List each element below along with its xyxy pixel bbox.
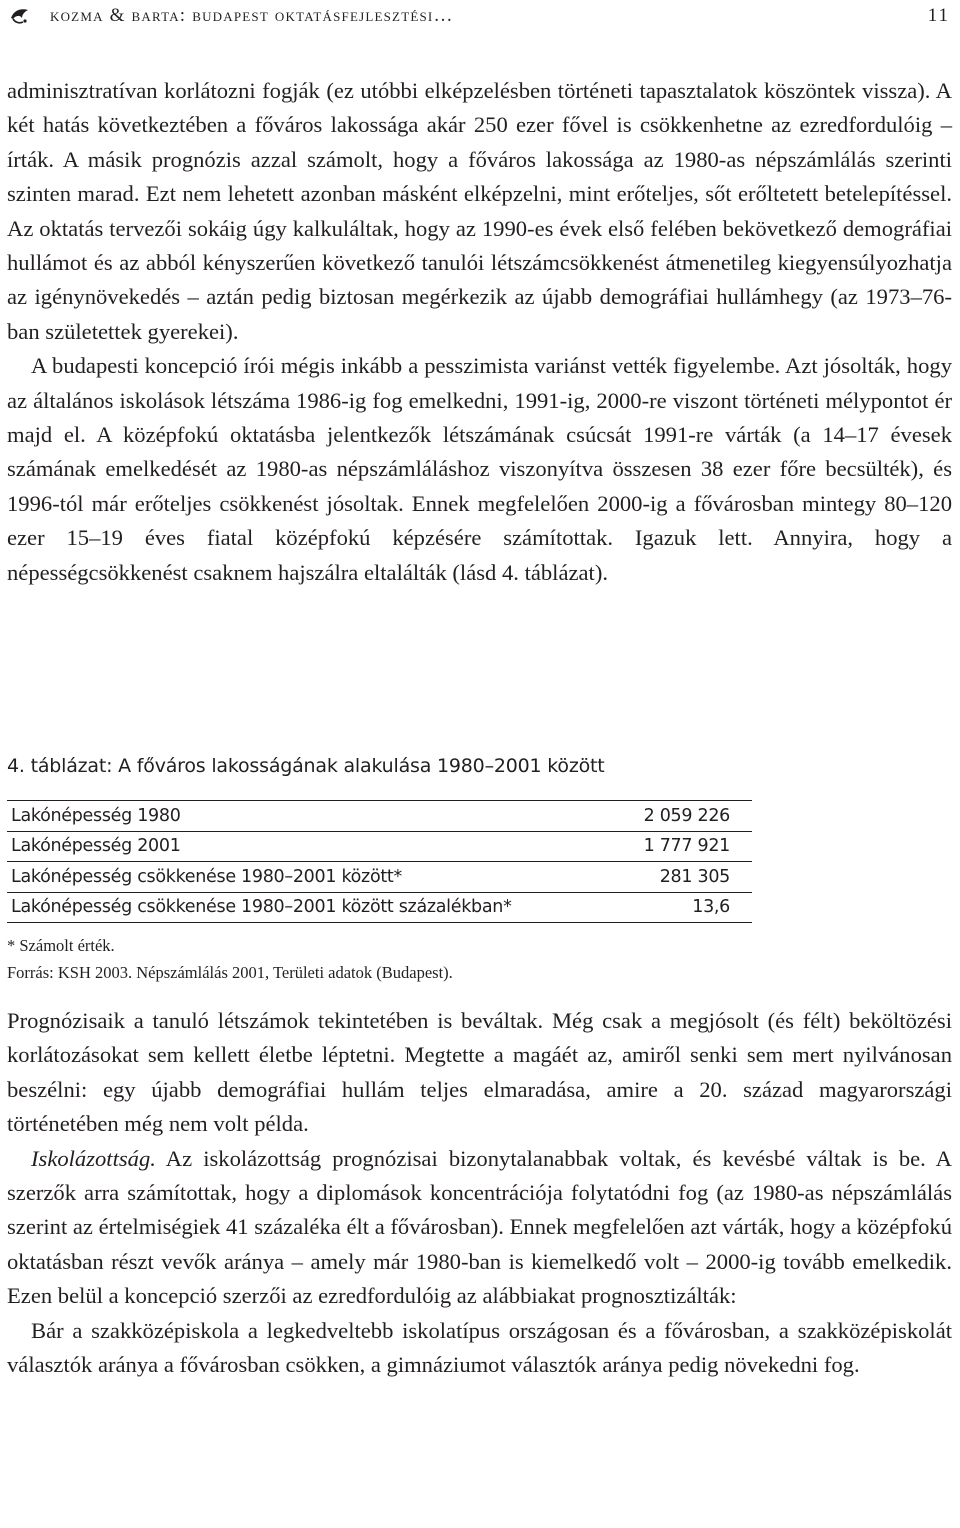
- table-notes: [7, 932, 453, 986]
- row-value: 1 777 921: [617, 831, 752, 862]
- table-row: [7, 892, 752, 923]
- row-label: Lakónépesség 2001: [7, 831, 617, 862]
- paragraph: adminisztratívan korlátozni fogják (ez utóbbi elképzelésben történeti tapasztalatok köszöntek vissza). A két hatás következtében a főváros lakossága akár 250 ezer fővel is csökkenhetne az ezredfordulóig – írták. A másik prognózis azzal számolt, hogy a főváros lakossága az 1980-as népszámlálás szerinti szinten marad. Ezt nem lehetett azonban másként elképzelni, mint erőteljes, sőt erőltetett betelepítéssel. Az oktatás tervezői sokáig úgy kalkuláltak, hogy az 1990-es évek első felében bekövetkező demográfiai hullámot és az abból kényszerűen következő tanulói létszámcsökkenést átmenetileg kiegyensúlyozhatja az igénynövekedés – aztán pedig biztosan megérkezik az újabb demográfiai hullámhegy (az 1973–76-ban születettek gyerekei).: [7, 78, 952, 344]
- paragraph-text: Az iskolázottság prognózisai bizonytalanabbak voltak, és kevésbé váltak is be. A szerzők arra számítottak, hogy a diplomások koncentrációja folytatódni fog (az 1980-as népszámlálás szerint az értelmiségiek 41 százaléka élt a fővárosban). Ennek megfelelően azt várták, hogy a középfokú oktatásban részt vevők aránya – amely már 1980-ban is kiemelkedő volt – 2000-ig tovább emelkedik. Ezen belül a koncepció szerzői az ezredfordulóig az alábbiakat prognosztizálták:: [7, 1145, 952, 1309]
- paragraph: A budapesti koncepció írói mégis inkább a pesszimista variánst vették figyelembe. Azt jósolták, hogy az általános iskolások létszáma 1986-ig fog emelkedni, 1991-ig, 2000-re viszont történeti mélypontot ér majd el. A középfokú oktatásba jelentkezők létszámának csúcsát 1991-re várták (a 14–17 évesek számának emelkedését az 1980-as népszámláláshoz viszonyítva összesen 38 ezer főre becsülték), és 1996-tól már erőteljes csökkenést jósoltak. Ennek megfelelően 2000-ig a fővárosban mintegy 80–120 ezer 15–19 éves fiatal középfokú képzésére számítottak. Igazuk lett. Annyira, hogy a népességcsökkenést csaknem hajszálra eltalálták (lásd 4. táblázat).: [7, 353, 952, 585]
- table-row: [7, 831, 752, 862]
- row-label: Lakónépesség 1980: [7, 801, 617, 832]
- table-row: [7, 862, 752, 893]
- body-text-lower: [7, 1004, 952, 1382]
- row-value: 2 059 226: [617, 801, 752, 832]
- running-header: [10, 6, 950, 26]
- table-source: Forrás: KSH 2003. Népszámlálás 2001, Területi adatok (Budapest).: [7, 963, 453, 982]
- section-lead: Iskolázottság.: [31, 1145, 156, 1171]
- page-number: 11: [927, 5, 950, 26]
- table-footnote: * Számolt érték.: [7, 936, 115, 955]
- paragraph: Prognózisaik a tanuló létszámok tekintetében is beváltak. Még csak a megjósolt (és félt) beköltözési korlátozásokat sem kellett életbe léptetni. Megtette a magáét az, amiről senki sem mert nyilvánosan beszélni: egy újabb demográfiai hullám teljes elmaradása, amire a 20. század magyarországi történetében még nem volt példa.: [7, 1008, 952, 1137]
- row-value: 281 305: [617, 862, 752, 893]
- population-table: [7, 800, 752, 923]
- row-value: 13,6: [617, 892, 752, 923]
- table-row: [7, 801, 752, 832]
- row-label: Lakónépesség csökkenése 1980–2001 között*: [7, 862, 617, 893]
- table-caption: 4. táblázat: A főváros lakosságának alakulása 1980–2001 között: [7, 755, 605, 777]
- body-text-upper: [7, 74, 952, 590]
- paragraph: Bár a szakközépiskola a legkedveltebb iskolatípus országosan és a fővárosban, a szakközépiskolát választók aránya a fővárosban csökken, a gimnáziumot választók aránya pedig növekedni fog.: [7, 1317, 952, 1378]
- fleuron-icon: [10, 6, 30, 26]
- running-title: kozma & barta: budapest oktatásfejlesztési…: [50, 5, 454, 26]
- paragraph: [7, 1142, 952, 1314]
- row-label: Lakónépesség csökkenése 1980–2001 között százalékban*: [7, 892, 617, 923]
